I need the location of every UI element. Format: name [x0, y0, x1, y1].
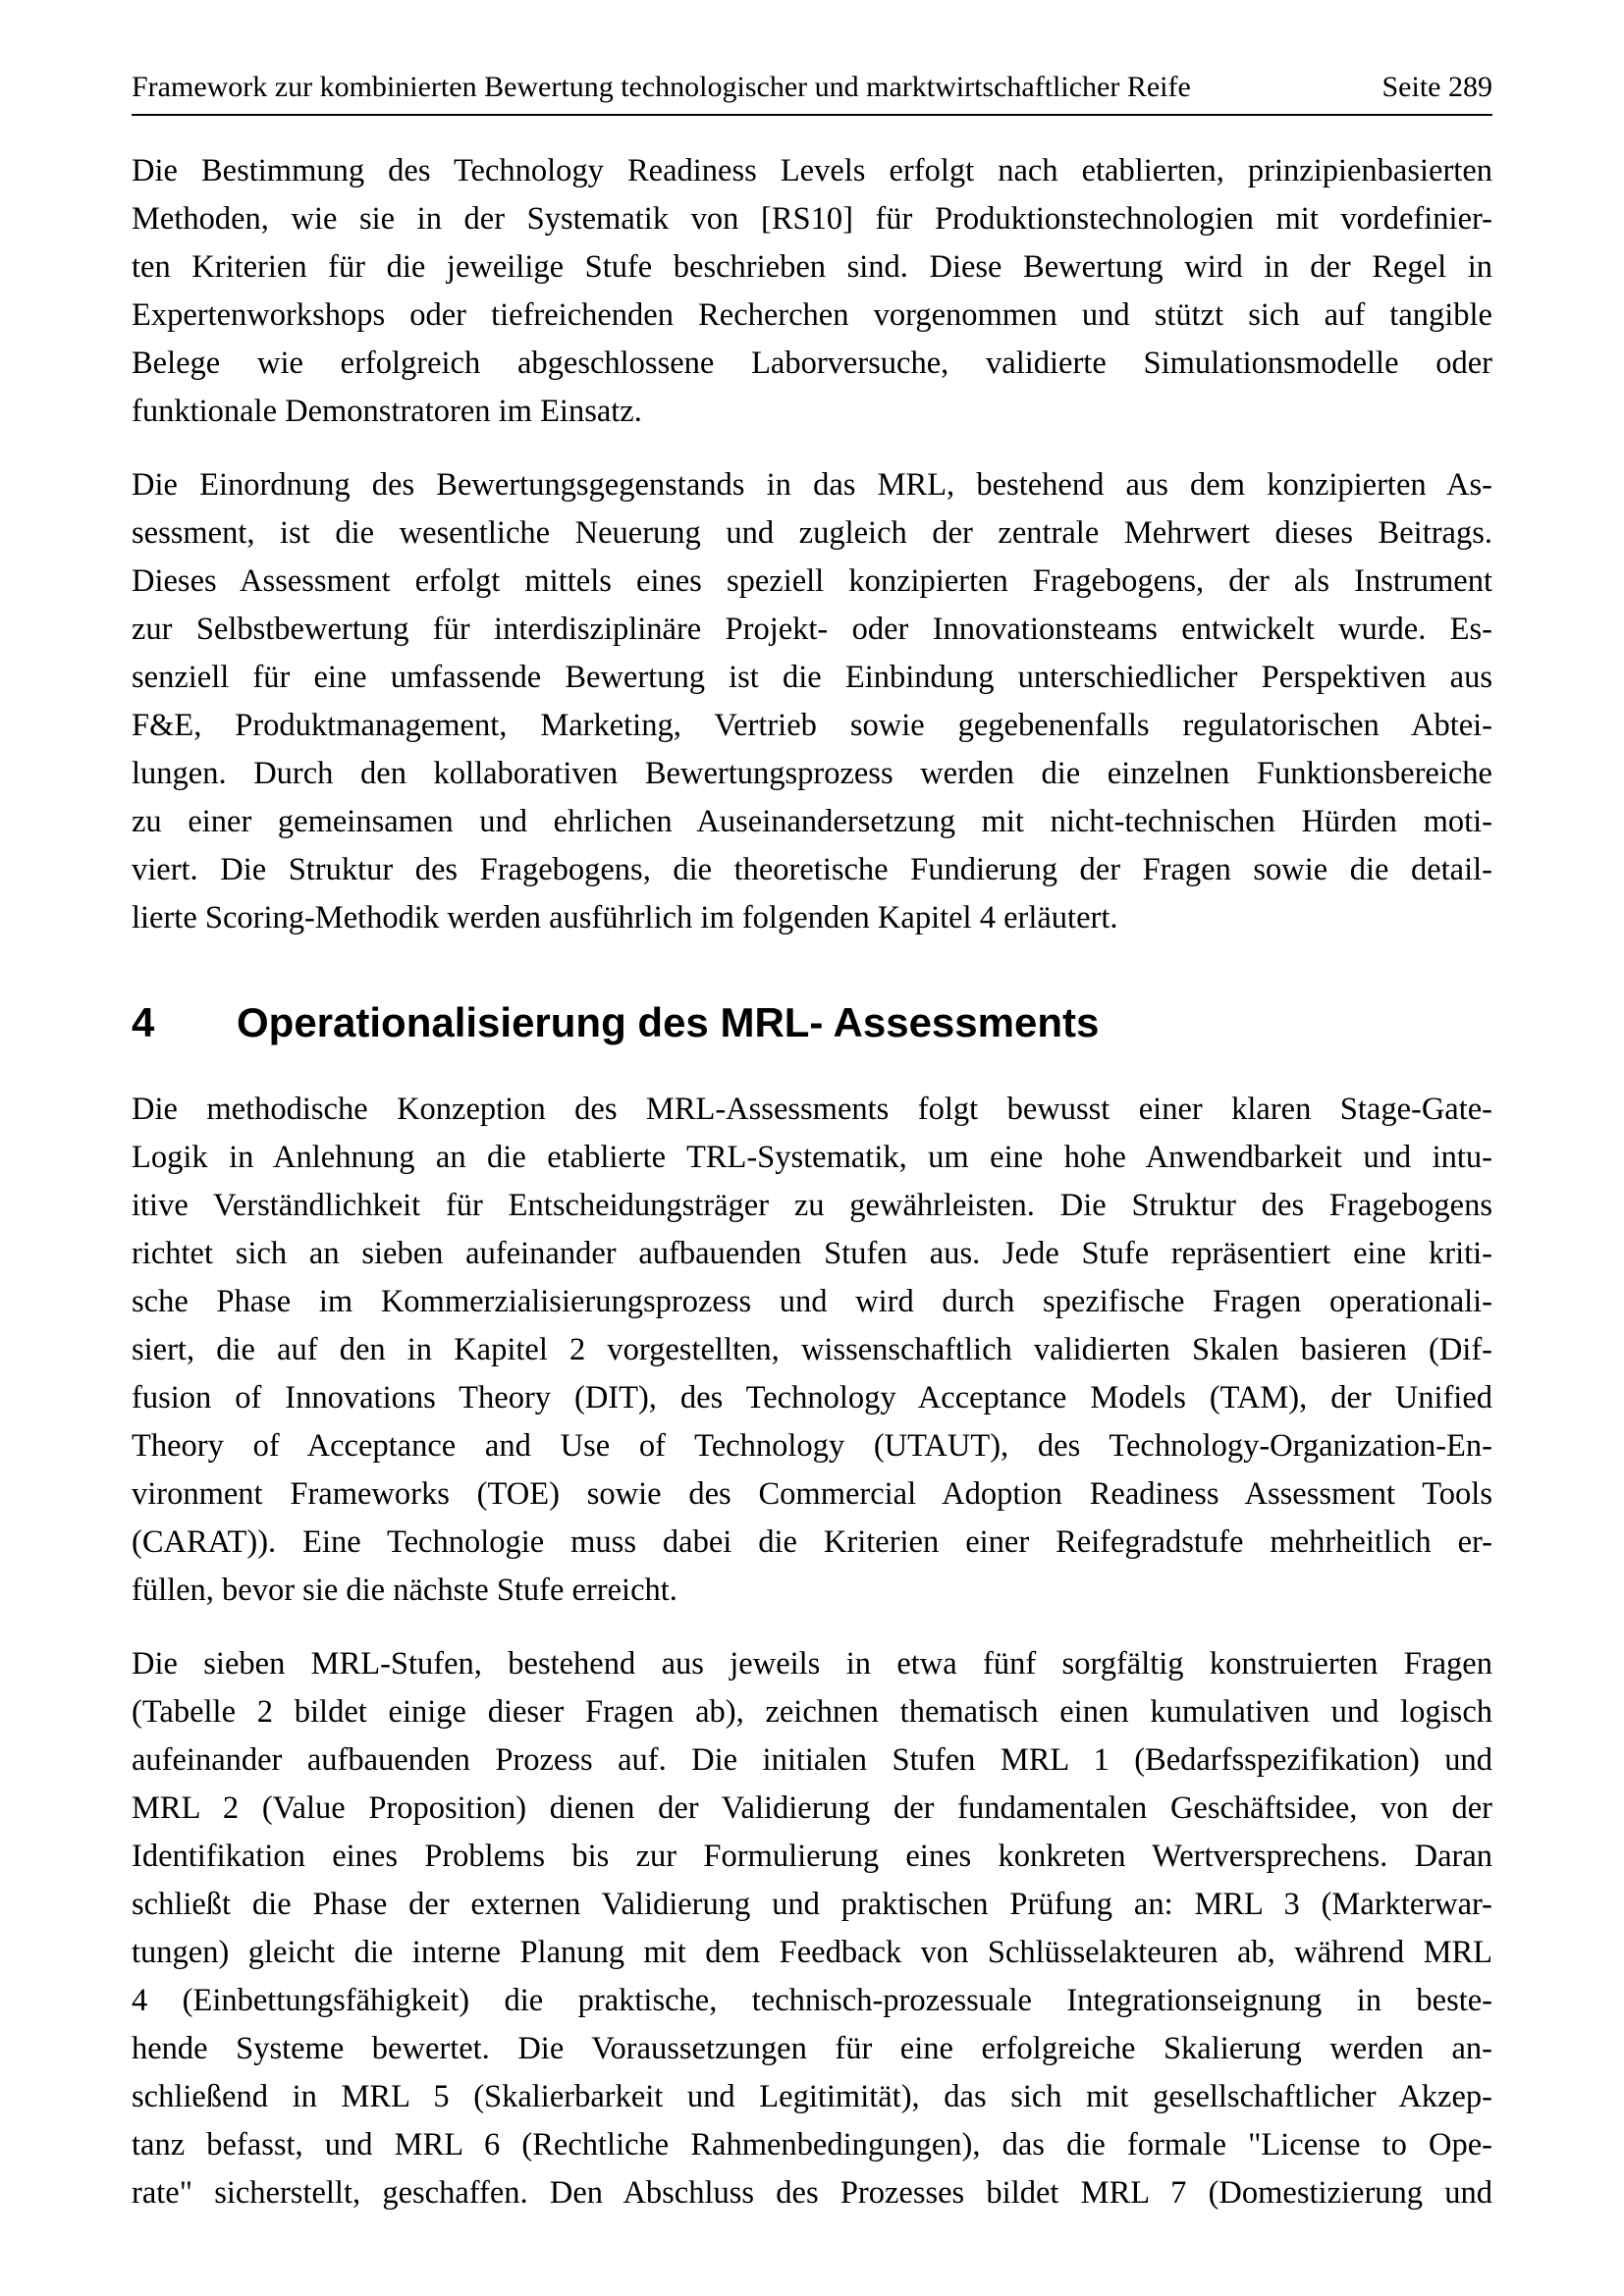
text-line: tungen) gleicht die interne Planung mit dem Feedback von Schlüsselakteuren ab, während MRL [132, 1935, 1492, 1970]
text-line: Logik in Anlehnung an die etablierte TRL-Systematik, um eine hohe Anwendbarkeit und intu- [132, 1140, 1492, 1175]
text-line: Methoden, wie sie in der Systematik von [RS10] für Produktionstechnologien mit vordefinier- [132, 201, 1492, 237]
text-line: rate" sicherstellt, geschaffen. Den Abschluss des Prozesses bildet MRL 7 (Domestizierung und [132, 2175, 1492, 2211]
text-line: siert, die auf den in Kapitel 2 vorgestellten, wissenschaftlich validierten Skalen basieren (Dif- [132, 1332, 1492, 1367]
text-line: schließt die Phase der externen Validierung und praktischen Prüfung an: MRL 3 (Markterwar- [132, 1887, 1492, 1922]
text-line: Dieses Assessment erfolgt mittels eines speziell konzipierten Fragebogens, der als Instrument [132, 563, 1492, 599]
text-line: Belege wie erfolgreich abgeschlossene Laborversuche, validierte Simulationsmodelle oder [132, 346, 1492, 381]
text-line: senziell für eine umfassende Bewertung ist die Einbindung unterschiedlicher Perspektiven aus [132, 660, 1492, 695]
text-line: sessment, ist die wesentliche Neuerung und zugleich der zentrale Mehrwert dieses Beitrags. [132, 515, 1492, 551]
text-line: 4 (Einbettungsfähigkeit) die praktische, technisch-prozessuale Integrationseignung in beste- [132, 1983, 1492, 2018]
text-line: MRL 2 (Value Proposition) dienen der Validierung der fundamentalen Geschäftsidee, von der [132, 1790, 1492, 1826]
text-line: tanz befasst, und MRL 6 (Rechtliche Rahmenbedingungen), das die formale "License to Ope- [132, 2127, 1492, 2163]
text-line: Die sieben MRL-Stufen, bestehend aus jeweils in etwa fünf sorgfältig konstruierten Fragen [132, 1646, 1492, 1682]
text-line: Theory of Acceptance and Use of Technology (UTAUT), des Technology-Organization-En- [132, 1428, 1492, 1464]
text-line: Die Einordnung des Bewertungsgegenstands in das MRL, bestehend aus dem konzipierten As- [132, 467, 1492, 503]
paragraph [132, 461, 1492, 942]
text-line: fusion of Innovations Theory (DIT), des Technology Acceptance Models (TAM), der Unified [132, 1380, 1492, 1415]
text-line: Expertenworkshops oder tiefreichenden Recherchen vorgenommen und stützt sich auf tangible [132, 297, 1492, 333]
text-line: itive Verständlichkeit für Entscheidungsträger zu gewährleisten. Die Struktur des Fragebogens [132, 1188, 1492, 1223]
text-line: viert. Die Struktur des Fragebogens, die theoretische Fundierung der Fragen sowie die detail- [132, 852, 1492, 887]
section-heading-number: 4 [132, 999, 155, 1045]
page-number: Seite 289 [1381, 71, 1492, 103]
section-heading [132, 997, 1492, 1048]
text-line: Die Bestimmung des Technology Readiness Levels erfolgt nach etablierten, prinzipienbasierten [132, 153, 1492, 188]
text-line: füllen, bevor sie die nächste Stufe erreicht. [132, 1573, 677, 1608]
paragraph [132, 1640, 1492, 2217]
text-line: hende Systeme bewertet. Die Voraussetzungen für eine erfolgreiche Skalierung werden an- [132, 2031, 1492, 2066]
text-line: F&E, Produktmanagement, Marketing, Vertrieb sowie gegebenenfalls regulatorischen Abtei- [132, 708, 1492, 743]
text-line: schließend in MRL 5 (Skalierbarkeit und Legitimität), das sich mit gesellschaftlicher Akzep- [132, 2079, 1492, 2114]
text-line: lierte Scoring-Methodik werden ausführlich im folgenden Kapitel 4 erläutert. [132, 900, 1118, 935]
paragraph [132, 1086, 1492, 1615]
text-line: aufeinander aufbauenden Prozess auf. Die initialen Stufen MRL 1 (Bedarfsspezifikation) und [132, 1742, 1492, 1778]
text-line: zu einer gemeinsamen und ehrlichen Auseinandersetzung mit nicht-technischen Hürden moti- [132, 804, 1492, 839]
text-line: sche Phase im Kommerzialisierungsprozess und wird durch spezifische Fragen operationali- [132, 1284, 1492, 1319]
text-line: vironment Frameworks (TOE) sowie des Commercial Adoption Readiness Assessment Tools [132, 1476, 1492, 1512]
text-line: zur Selbstbewertung für interdisziplinäre Projekt- oder Innovationsteams entwickelt wurde. Es- [132, 612, 1492, 647]
text-line: Die methodische Konzeption des MRL-Assessments folgt bewusst einer klaren Stage-Gate- [132, 1092, 1492, 1127]
text-line: funktionale Demonstratoren im Einsatz. [132, 394, 642, 429]
text-line: (CARAT)). Eine Technologie muss dabei die Kriterien einer Reifegradstufe mehrheitlich er- [132, 1524, 1492, 1560]
running-header [132, 71, 1492, 116]
text-line: ten Kriterien für die jeweilige Stufe beschrieben sind. Diese Bewertung wird in der Regel in [132, 249, 1492, 285]
page-content [132, 147, 1492, 2217]
running-header-title: Framework zur kombinierten Bewertung technologischer und marktwirtschaftlicher Reife [132, 71, 1191, 103]
text-line: (Tabelle 2 bildet einige dieser Fragen ab), zeichnen thematisch einen kumulativen und logisch [132, 1694, 1492, 1730]
paragraph [132, 147, 1492, 436]
text-line: richtet sich an sieben aufeinander aufbauenden Stufen aus. Jede Stufe repräsentiert eine kriti- [132, 1236, 1492, 1271]
text-line: Identifikation eines Problems bis zur Formulierung eines konkreten Wertversprechens. Daran [132, 1839, 1492, 1874]
section-heading-title: Operationalisierung des MRL- Assessments [237, 999, 1100, 1045]
text-line: lungen. Durch den kollaborativen Bewertungsprozess werden die einzelnen Funktionsbereiche [132, 756, 1492, 791]
